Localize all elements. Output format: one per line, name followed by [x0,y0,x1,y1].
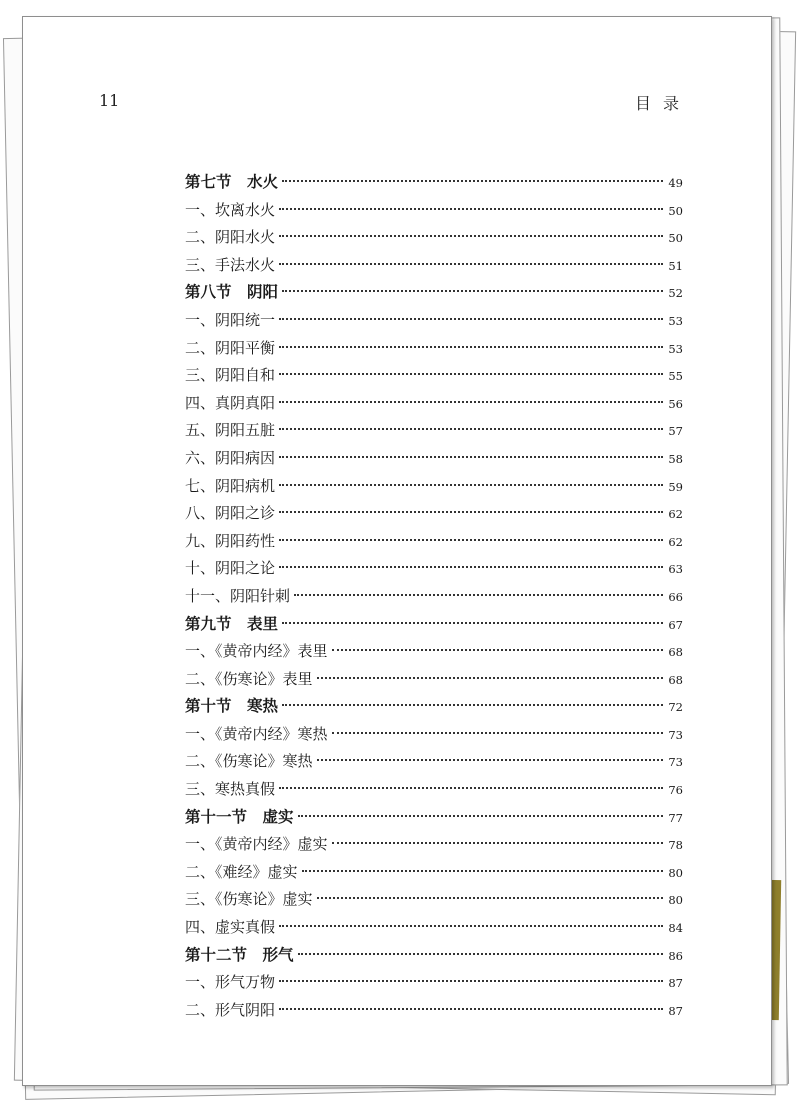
toc-entry-row [185,252,683,280]
toc-entry-page: 87 [668,976,683,991]
toc-entry-label: 二、阴阳平衡 [185,338,276,357]
toc-entry-label: 一、《黄帝内经》寒热 [185,724,328,743]
toc-leader-dots [279,428,663,430]
toc-entry-label: 第九节 表里 [185,614,279,633]
toc-leader-dots [298,815,663,817]
toc-leader-dots [279,235,663,237]
toc-entry-row [185,666,683,694]
toc-entry-page: 63 [668,562,683,577]
toc-entry-label: 三、《伤寒论》虚实 [185,890,313,909]
toc-entry-label: 二、阴阳水火 [185,228,276,247]
toc-entry-row [185,997,683,1025]
toc-entry-page: 77 [668,810,683,825]
toc-entry-row [185,831,683,859]
toc-leader-dots [279,787,663,789]
toc-entry-label: 九、阴阳药性 [185,531,276,550]
toc-leader-dots [279,539,663,541]
toc-entry-label: 五、阴阳五脏 [185,421,276,440]
toc-entry-page: 80 [668,865,683,880]
toc-entry-page: 62 [668,507,683,522]
toc-entry-row [185,473,683,501]
toc-leader-dots [279,925,663,927]
toc-entry-page: 57 [668,424,683,439]
toc-section-row [185,169,683,197]
toc-entry-label: 一、形气万物 [185,973,276,992]
toc-leader-dots [332,649,663,651]
toc-leader-dots [279,1008,663,1010]
toc-entry-row [185,197,683,225]
running-header-title: 目录 [635,94,692,113]
toc-entry-label: 二、《伤寒论》表里 [185,669,313,688]
toc-entry-page: 68 [668,672,683,687]
page-number: 11 [99,91,120,110]
toc-entry-page: 78 [668,838,683,853]
toc-entry-page: 58 [668,451,683,466]
toc-leader-dots [302,870,663,872]
toc-entry-row [185,748,683,776]
toc-entry-page: 84 [668,921,683,936]
toc-leader-dots [332,732,663,734]
toc-entry-row [185,776,683,804]
toc-leader-dots [317,677,663,679]
toc-entry-page: 51 [668,258,683,273]
toc-entry-page: 62 [668,534,683,549]
toc-leader-dots [317,759,663,761]
toc-leader-dots [282,180,663,182]
toc-entry-page: 86 [668,948,683,963]
toc-leader-dots [279,484,663,486]
toc-leader-dots [332,842,663,844]
toc-entry-row [185,307,683,335]
toc-entry-page: 53 [668,313,683,328]
toc-entry-row [185,500,683,528]
toc-entry-row [185,859,683,887]
toc-entry-label: 三、寒热真假 [185,780,276,799]
toc-entry-label: 一、《黄帝内经》虚实 [185,835,328,854]
toc-entry-page: 73 [668,755,683,770]
toc-entry-page: 55 [668,369,683,384]
toc-entry-page: 67 [668,617,683,632]
toc-leader-dots [279,456,663,458]
toc-leader-dots [279,318,663,320]
toc-entry-label: 第十一节 虚实 [185,807,294,826]
toc-entry-row [185,335,683,363]
toc-entry-label: 一、《黄帝内经》表里 [185,642,328,661]
toc-leader-dots [317,897,663,899]
toc-entry-label: 第十节 寒热 [185,697,279,716]
toc-entry-label: 三、手法水火 [185,255,276,274]
toc-entry-label: 三、阴阳自和 [185,366,276,385]
toc-entry-page: 50 [668,231,683,246]
toc-entry-label: 第七节 水火 [185,173,279,191]
toc-entry-label: 十、阴阳之论 [185,559,276,578]
toc-entry-row [185,224,683,252]
toc-section-row [185,693,683,721]
toc-leader-dots [279,346,663,348]
toc-leader-dots [282,704,663,706]
toc-entry-page: 73 [668,727,683,742]
toc-entry-row [185,528,683,556]
toc-entry-row [185,445,683,473]
toc-leader-dots [282,290,663,292]
toc-entry-row [185,362,683,390]
toc-entry-label: 一、阴阳统一 [185,310,276,329]
table-of-contents [185,169,683,1024]
toc-entry-row [185,914,683,942]
toc-entry-label: 第八节 阴阳 [185,283,279,302]
toc-entry-label: 八、阴阳之诊 [185,504,276,523]
toc-entry-page: 52 [668,286,683,301]
toc-leader-dots [279,401,663,403]
toc-leader-dots [279,511,663,513]
toc-leader-dots [298,953,663,955]
toc-entry-row [185,583,683,611]
toc-entry-page: 87 [668,1003,683,1018]
toc-leader-dots [279,373,663,375]
toc-entry-page: 49 [668,176,683,190]
toc-entry-page: 50 [668,203,683,218]
toc-entry-page: 68 [668,645,683,660]
document-page [22,16,772,1086]
toc-entry-page: 59 [668,479,683,494]
toc-entry-label: 六、阴阳病因 [185,448,276,467]
toc-entry-page: 66 [668,589,683,604]
toc-entry-page: 76 [668,783,683,798]
toc-entry-label: 十一、阴阳针刺 [185,586,291,605]
toc-entry-label: 二、《伤寒论》寒热 [185,752,313,771]
toc-leader-dots [279,980,663,982]
toc-section-row [185,611,683,639]
toc-entry-page: 72 [668,700,683,715]
toc-entry-page: 53 [668,341,683,356]
toc-entry-label: 第十二节 形气 [185,945,294,964]
toc-section-row [185,804,683,832]
toc-entry-page: 56 [668,396,683,411]
toc-leader-dots [279,208,663,210]
toc-entry-row [185,638,683,666]
toc-leader-dots [279,566,663,568]
toc-section-row [185,279,683,307]
toc-entry-row [185,969,683,997]
toc-entry-row [185,417,683,445]
toc-entry-label: 二、形气阴阳 [185,1000,276,1019]
toc-entry-label: 七、阴阳病机 [185,476,276,495]
toc-entry-row [185,555,683,583]
toc-entry-label: 四、虚实真假 [185,918,276,937]
toc-leader-dots [282,622,663,624]
toc-section-row [185,942,683,970]
toc-entry-label: 二、《难经》虚实 [185,862,298,881]
toc-entry-row [185,390,683,418]
toc-entry-page: 80 [668,893,683,908]
toc-leader-dots [294,594,663,596]
toc-entry-label: 一、坎离水火 [185,200,276,219]
toc-entry-label: 四、真阴真阳 [185,393,276,412]
toc-entry-row [185,886,683,914]
toc-entry-row [185,721,683,749]
toc-leader-dots [279,263,663,265]
